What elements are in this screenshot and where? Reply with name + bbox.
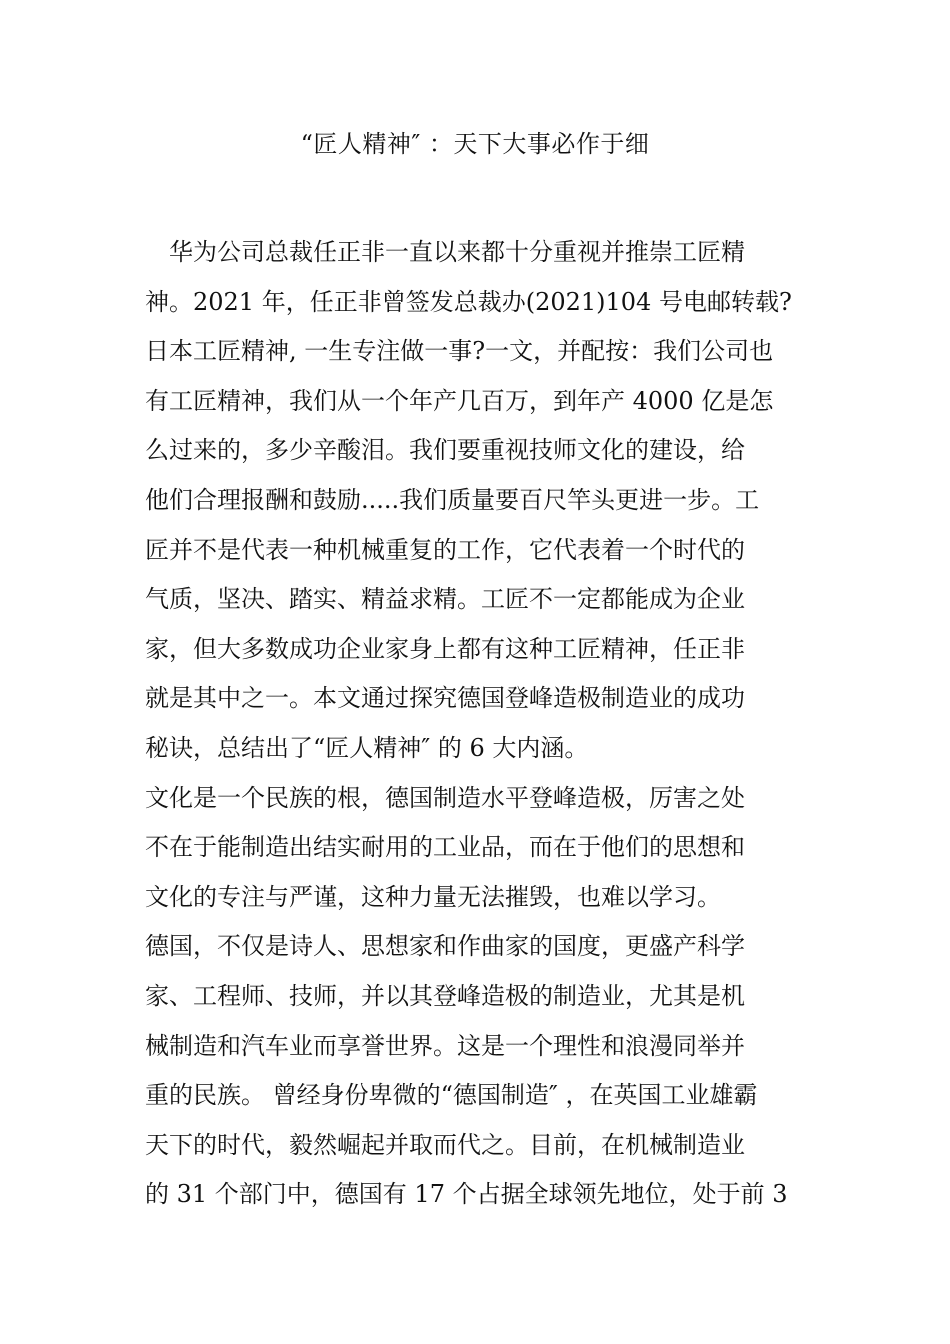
body-line: 么过来的，多少辛酸泪。我们要重视技师文化的建设，给 <box>145 436 745 465</box>
body-line: 天下的时代，毅然崛起并取而代之。目前，在机械制造业 <box>145 1130 745 1159</box>
body-line: 他们合理报酬和鼓励.....我们质量要百尺竿头更进一步。工 <box>145 485 760 514</box>
body-line: 华为公司总裁任正非一直以来都十分重视并推崇工匠精 <box>169 238 745 266</box>
body-line: 秘诀，总结出了“匠人精神″ 的 6 大内涵。 <box>145 733 589 762</box>
body-line: 匠并不是代表一种机械重复的工作，它代表着一个时代的 <box>145 535 745 564</box>
body-line: 家、工程师、技师，并以其登峰造极的制造业，尤其是机 <box>145 981 745 1010</box>
body-line: 文化是一个民族的根，德国制造水平登峰造极，厉害之处 <box>145 783 745 812</box>
document-title: “匠人精神″ ：天下大事必作于细 <box>300 130 650 158</box>
body-line: 就是其中之一。本文通过探究德国登峰造极制造业的成功 <box>145 684 745 713</box>
body-line: 德国，不仅是诗人、思想家和作曲家的国度，更盛产科学 <box>145 932 745 961</box>
body-line: 的 31 个部门中，德国有 17 个占据全球领先地位，处于前 3 <box>145 1180 788 1209</box>
body-line: 重的民族。 曾经身份卑微的“德国制造″ ，在英国工业雄霸 <box>145 1081 758 1110</box>
body-line: 不在于能制造出结实耐用的工业品，而在于他们的思想和 <box>145 833 745 862</box>
body-line: 械制造和汽车业而享誉世界。这是一个理性和浪漫同举并 <box>145 1031 745 1060</box>
body-line: 神。2021 年，任正非曾签发总裁办(2021)104 号电邮转载? <box>145 287 792 316</box>
body-line: 日本工匠精神, 一生专注做一事?一文，并配按：我们公司也 <box>145 337 774 366</box>
body-line: 家，但大多数成功企业家身上都有这种工匠精神，任正非 <box>145 634 745 663</box>
document-body <box>145 228 807 1220</box>
body-line: 有工匠精神，我们从一个年产几百万，到年产 4000 亿是怎 <box>145 386 774 415</box>
body-line: 气质，坚决、踏实、精益求精。工匠不一定都能成为企业 <box>145 585 745 614</box>
body-line: 文化的专注与严谨，这种力量无法摧毁，也难以学习。 <box>145 882 721 911</box>
